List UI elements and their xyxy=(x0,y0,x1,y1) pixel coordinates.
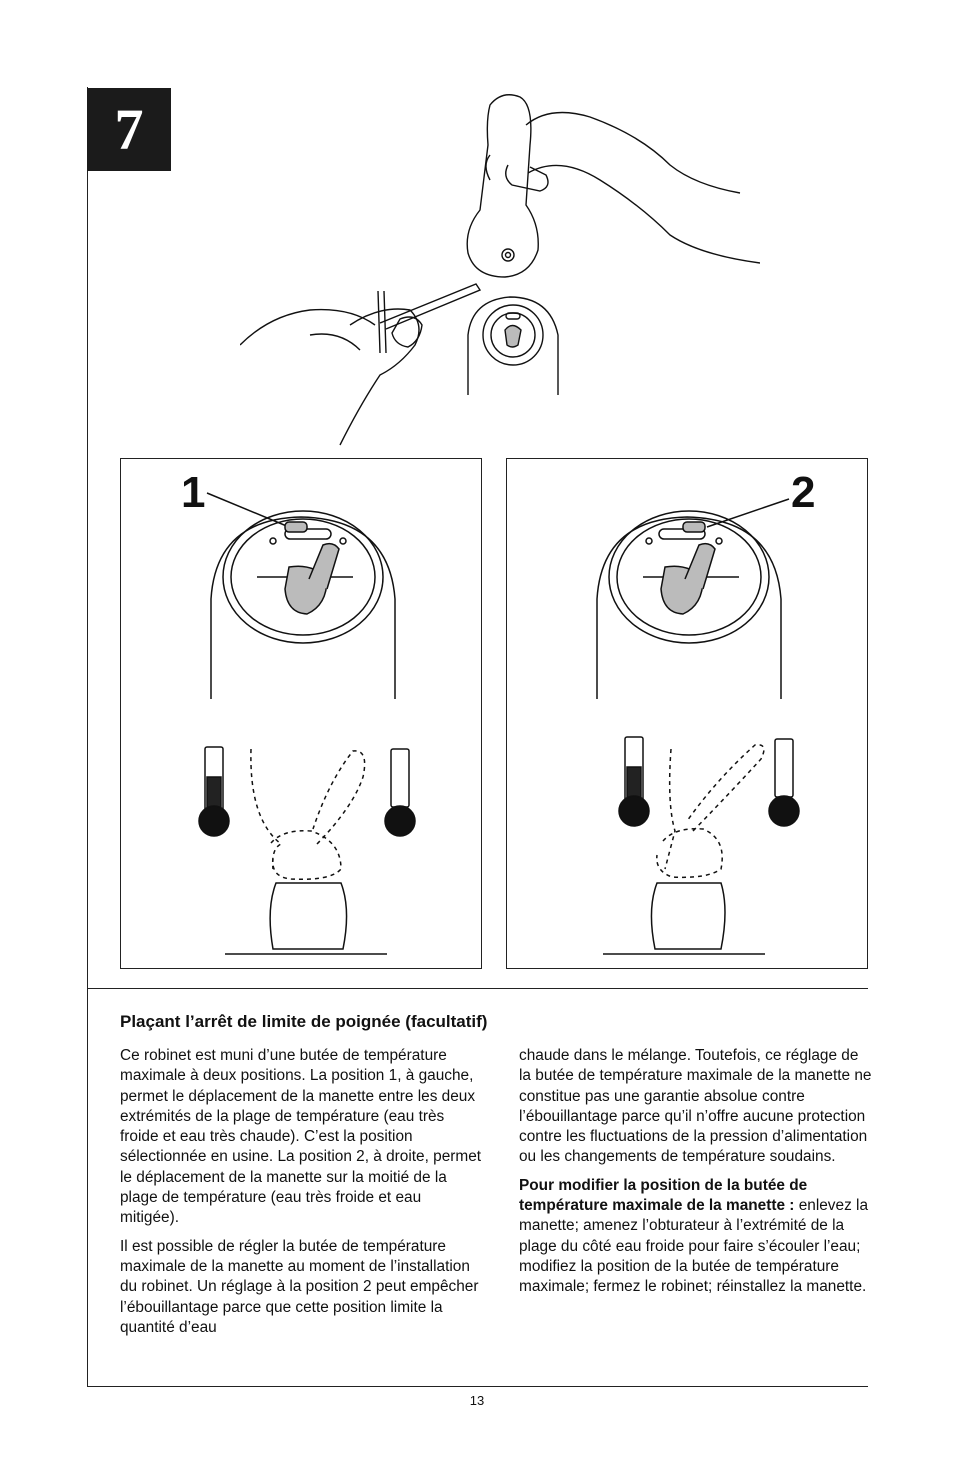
instructions-heading: Pour modifier la position de la butée de température maximale de la manette : xyxy=(519,1176,808,1215)
position-1-panel xyxy=(120,458,482,969)
body-column-right xyxy=(519,1046,874,1306)
paragraph-adjustment: Il est possible de régler la butée de température maximale de la manette au moment de l’installation du robinet. Un réglage à la position 2 peut empêcher l’ébouillantage parce que cette position limite la quantité d’eau xyxy=(120,1237,479,1336)
position-2-label: 2 xyxy=(791,468,816,517)
section-divider xyxy=(87,988,868,989)
handle-removal-illustration xyxy=(240,85,760,455)
paragraph-instructions xyxy=(519,1176,874,1298)
position-2-diagram xyxy=(507,459,869,970)
section-title: Plaçant l’arrêt de limite de poignée (facultatif) xyxy=(120,1012,488,1031)
page-number: 13 xyxy=(469,1393,485,1408)
paragraph-intro: Ce robinet est muni d’une butée de température maximale à deux positions. La position 1, à gauche, permet le déplacement de la manette entre les deux extrémités de la plage de température (eau très froide et eau très chaude). C’est la position sélectionnée en usine. La position 2, à droite, permet le déplacement de la manette sur la moitié de la plage de température (eau très froide et eau mitigée). xyxy=(120,1047,482,1227)
position-1-diagram xyxy=(121,459,483,970)
instructions-text: enlevez la manette; amenez l’obturateur à l’extrémité de la plage du côté eau froide pour faire s’écouler l’eau; modifiez la position de la butée de température maximale; fermez le robinet; réinstallez la manette. xyxy=(519,1197,869,1296)
paragraph-warning: chaude dans le mélange. Toutefois, ce réglage de la butée de température maximale de la manette ne constitue pas une garantie absolue contre l’ébouillantage parce qu’il n’offre aucune protection contre les fluctuations de la pression d’alimentation ou les changements de température soudains. xyxy=(519,1047,872,1166)
step-number: 7 xyxy=(87,88,171,171)
position-1-label: 1 xyxy=(181,468,206,517)
body-column-left xyxy=(120,1046,482,1346)
position-2-panel xyxy=(506,458,868,969)
